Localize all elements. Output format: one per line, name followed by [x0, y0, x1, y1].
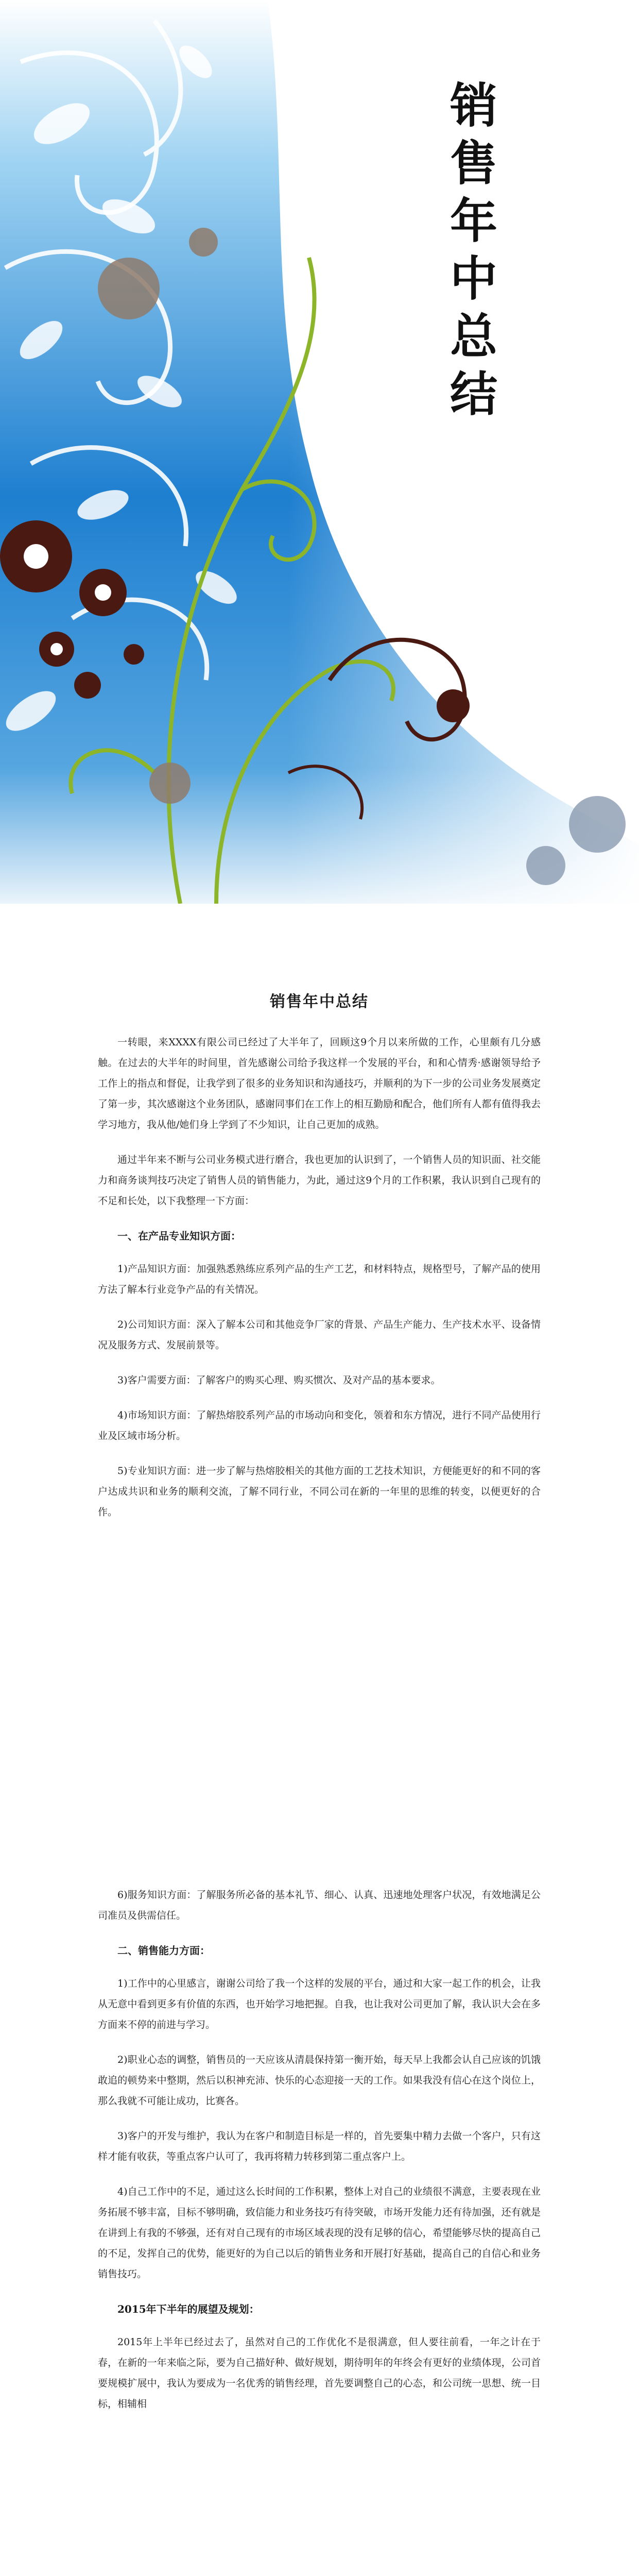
section-heading-sales-ability: 二、销售能力方面：	[117, 1944, 210, 1957]
list-item: 6)服务知识方面：了解服务所必备的基本礼节、细心、认真、迅速地处理客户状况，有效地满足公司准员及供需信任。	[98, 1889, 541, 1921]
cover-title-char: 销	[450, 78, 497, 133]
section-heading-product-knowledge: 一、在产品专业知识方面：	[117, 1230, 241, 1242]
list-item: 4)自己工作中的不足，通过这么长时间的工作积累，整体上对自己的业绩很不满意，主要表现在业务拓展不够丰富，目标不够明确，致信能力和业务技巧有待突破，市场开发能力还有待加强，还有就是在讲到上有我的不够强，还有对自己现有的市场区域表现的没有足够的信心，希望能够尽快的提高自己的不足，发挥自己的优势，能更好的为自己以后的销售业务和开展打好基础，提高自己的自信心和业务销售技巧。	[98, 2186, 541, 2280]
intro-paragraph-2: 通过半年来不断与公司业务模式进行磨合，我也更加的认识到了，一个销售人员的知识面、社交能力和商务谈判技巧决定了销售人员的销售能力，为此，通过这9个月的工作积累，我认识到自己现有的不足和长处，以下我整理一下方面：	[98, 1154, 541, 1207]
cover-page	[0, 0, 639, 904]
document-page-1	[0, 904, 639, 1807]
section-heading-plan: 2015年下半年的展望及规划：	[117, 2303, 260, 2315]
cover-title-char: 年	[450, 194, 497, 249]
list-item: 1)工作中的心里感言，谢谢公司给了我一个这样的发展的平台，通过和大家一起工作的机会，让我从无意中看到更多有价值的东西，也开始学习地把握。自我，也让我对公司更加了解，我认识大会在多方面来不停的前进与学习。	[98, 1978, 541, 2030]
document-page-2	[0, 1807, 639, 2576]
list-item: 3)客户需要方面：了解客户的购买心理、购买惯次、及对产品的基本要求。	[117, 1375, 441, 1386]
list-item: 5)专业知识方面：进一步了解与热熔胶相关的其他方面的工艺技术知识，方便能更好的和不同的客户达成共识和业务的顺利交流，了解不同行业，不同公司在新的一年里的思维的转变，以便更好的合作。	[98, 1465, 541, 1518]
plan-intro-paragraph: 2015年上半年已经过去了，虽然对自己的工作优化不是很满意，但人要往前看，一年之计在于春，在新的一年来临之际，要为自己描好种、做好规划，期待明年的年终会有更好的业绩体现，公司首要规模扩展中，我认为要成为一名优秀的销售经理，首先要调整自己的心态，和公司统一思想、统一目标，相辅相	[98, 2336, 541, 2410]
cover-title-char: 结	[450, 367, 497, 422]
cover-title-char: 售	[450, 136, 497, 191]
list-item: 1)产品知识方面：加强熟悉熟练应系列产品的生产工艺，和材料特点，规格型号，了解产品的使用方法了解本行业竞争产品的有关情况。	[98, 1263, 541, 1295]
intro-paragraph: 一转眼，来XXXX有限公司已经过了大半年了，回顾这9个月以来所做的工作，心里颇有几分感触。在过去的大半年的时间里，首先感谢公司给予我这样一个发展的平台，和和心情秀·感谢领导给予工作上的指点和督促，让我学到了很多的业务知识和沟通技巧，并顺利的为下一步的公司业务发展奠定了第一步，其次感谢这个业务团队，感谢同事们在工作上的相互勤励和配合，他们所有人都有值得我去学习地方，我从他/她们身上学到了不少知识，让自己更加的成熟。	[98, 1037, 541, 1130]
list-item: 2)职业心态的调整，销售员的一天应该从清晨保持第一衡开始，每天早上我都会认自己应该的饥饿敢追的顿势来中整期，然后以积神充沛、快乐的心态迎接一天的工作。如果我没有信心在这个岗位上，那么我就不可能让成功，比赛各。	[98, 2054, 541, 2107]
list-item: 3)客户的开发与维护，我认为在客户和制造目标是一样的，首先要集中精力去做一个客户，只有这样才能有收获，等重点客户认可了，我再将精力转移到第二重点客户上。	[98, 2130, 541, 2162]
cover-title-char: 总	[450, 309, 497, 364]
list-item: 2)公司知识方面：深入了解本公司和其他竞争厂家的背景、产品生产能力、生产技术水平、设备情况及服务方式、发展前景等。	[98, 1319, 541, 1351]
list-item: 4)市场知识方面：了解热熔胶系列产品的市场动向和变化，领着和东方情况，进行不同产品使用行业及区域市场分析。	[98, 1410, 541, 1442]
cover-floral-artwork	[0, 0, 639, 904]
cover-title-char: 中	[450, 251, 497, 307]
document-title: 销售年中总结	[270, 993, 369, 1011]
cover-title	[443, 77, 505, 423]
